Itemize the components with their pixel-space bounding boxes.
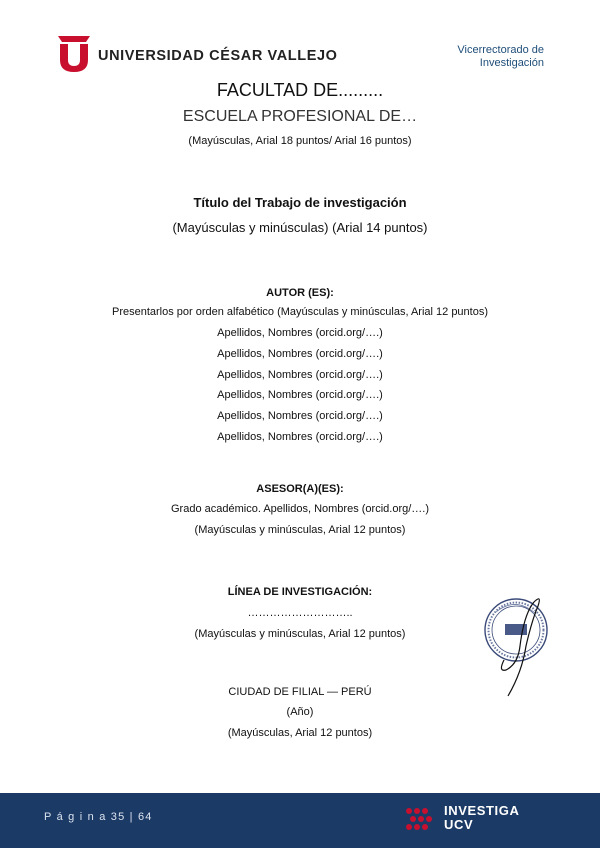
escuela-heading: ESCUELA PROFESIONAL DE… — [182, 108, 418, 125]
anio-line: (Año) — [286, 706, 314, 718]
title-note: (Mayúsculas y minúsculas) (Arial 14 puntos) — [172, 220, 428, 235]
page-header — [0, 0, 600, 90]
vice-line1: Vicerrectorado de — [457, 44, 544, 56]
page-footer — [0, 793, 600, 848]
asesor-note: (Mayúsculas y minúsculas, Arial 12 puntos) — [194, 524, 406, 536]
author-line: Apellidos, Nombres (orcid.org/….) — [217, 431, 383, 443]
author-line: Apellidos, Nombres (orcid.org/….) — [217, 389, 383, 401]
autor-note: Presentarlos por orden alfabético (Mayúsculas y minúsculas, Arial 12 puntos) — [111, 306, 489, 318]
facultad-heading: FACULTAD DE......... — [216, 80, 384, 100]
official-seal-stamp-icon — [476, 586, 552, 700]
linea-note: (Mayúsculas y minúsculas, Arial 12 puntos) — [194, 628, 406, 640]
investiga-line2: UCV — [444, 817, 474, 832]
investiga-line1: INVESTIGA — [444, 803, 520, 818]
linea-heading: LÍNEA DE INVESTIGACIÓN: — [227, 586, 373, 598]
asesor-heading: ASESOR(A)(ES): — [256, 483, 344, 495]
asesor-line: Grado académico. Apellidos, Nombres (orcid.org/….) — [171, 503, 429, 515]
thesis-title: Título del Trabajo de investigación — [193, 195, 407, 210]
linea-dots: ……………………….. — [247, 607, 353, 619]
investiga-logo-icon — [404, 805, 436, 835]
university-name: UNIVERSIDAD CÉSAR VALLEJO — [98, 48, 338, 64]
autor-heading: AUTOR (ES): — [266, 287, 334, 299]
author-line: Apellidos, Nombres (orcid.org/….) — [217, 348, 383, 360]
investiga-ucv-label — [444, 804, 519, 832]
ciudad-line: CIUDAD DE FILIAL — PERÚ — [228, 686, 372, 698]
page-number: P á g i n a 35 | 64 — [44, 811, 153, 823]
ucv-logo-icon — [56, 34, 92, 74]
author-line: Apellidos, Nombres (orcid.org/….) — [217, 327, 383, 339]
ciudad-note: (Mayúsculas, Arial 12 puntos) — [227, 727, 373, 739]
author-line: Apellidos, Nombres (orcid.org/….) — [217, 410, 383, 422]
vice-line2: Investigación — [479, 57, 544, 69]
escuela-note: (Mayúsculas, Arial 18 puntos/ Arial 16 puntos) — [188, 135, 412, 147]
vicerrectorado-label — [457, 44, 544, 70]
author-line: Apellidos, Nombres (orcid.org/….) — [217, 369, 383, 381]
